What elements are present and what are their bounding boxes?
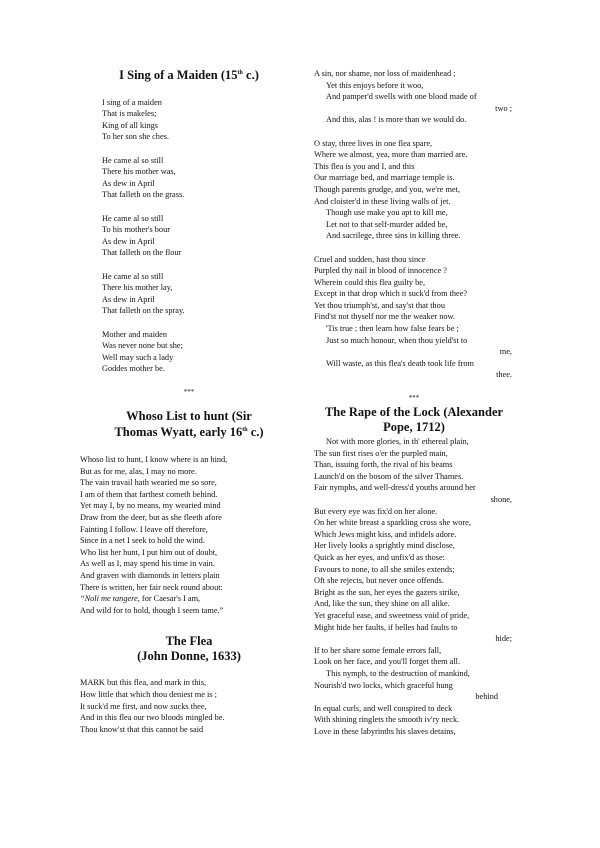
poem-line: To his mother's bour	[102, 225, 170, 235]
poem-line: thee.	[496, 370, 512, 380]
poem-line: Yet graceful ease, and sweetness void of pride,	[314, 610, 470, 620]
poem-line: There his mother lay,	[102, 283, 173, 293]
poem-line: Will waste, as this flea's death took life from	[326, 358, 474, 368]
poem-line: It suck'd me first, and now sucks thee,	[80, 701, 207, 711]
poem-line: Yet thou triumph'st, and say'st that thou	[314, 300, 445, 310]
poem-line: Was never none but she;	[102, 341, 183, 351]
poem-line: There his mother was,	[102, 167, 176, 177]
section-separator: ***	[408, 394, 420, 403]
poem-body-maiden	[80, 97, 298, 375]
poem-line: Our marriage bed, and marriage temple is.	[314, 173, 455, 183]
poem-body-flea-start	[80, 677, 298, 735]
poem-line: Nourish'd two locks, which graceful hung	[314, 680, 453, 690]
poem-line: Favours to none, to all she smiles extends;	[314, 564, 455, 574]
poem-title-flea: The Flea (John Donne, 1633)	[137, 634, 241, 663]
poem-line: MARK but this flea, and mark in this,	[80, 678, 207, 688]
poem-line: And cloister'd in these living walls of jet.	[314, 196, 451, 206]
poem-line: And this, alas ! is more than we would do.	[326, 115, 467, 125]
poem-line: And, like the sun, they shine on all alike.	[314, 599, 450, 609]
poem-line: hide;	[495, 634, 512, 644]
poem-line: As well as I, may spend his time in vain.	[80, 559, 215, 569]
poem-line: This nymph, to the destruction of mankind,	[326, 668, 470, 678]
poem-line: Not with more glories, in th' ethereal plain,	[326, 437, 469, 447]
poem-line: me,	[499, 347, 512, 357]
poem-line: Though parents grudge, and you, we're met,	[314, 184, 460, 194]
poem-line: Find'st not thyself nor me the weaker now.	[314, 312, 456, 322]
poem-line: Fainting I follow. I leave off therefore,	[80, 524, 208, 534]
poem-line: Though use make you apt to kill me,	[326, 208, 448, 218]
poem-line: Love in these labyrinths his slaves detains,	[314, 726, 456, 736]
poem-line: Wherein could this flea guilty be,	[314, 277, 426, 287]
poem-line: A sin, nor shame, nor loss of maidenhead ;	[314, 69, 456, 78]
poem-line: If to her share some female errors fall,	[314, 645, 442, 655]
poem-title-rape-of-the-lock: The Rape of the Lock (Alexander Pope, 1712)	[324, 405, 504, 434]
poem-line: That falleth on the spray.	[102, 306, 185, 316]
poem-line: In equal curls, and well conspired to deck	[314, 703, 453, 713]
poem-line: Which Jews might kiss, and infidels adore.	[314, 529, 457, 539]
poem-line: Where we almost, yea, more than married are.	[314, 150, 468, 160]
poem-line: To her son she ches.	[102, 132, 169, 142]
poem-line: Launch'd on the bosom of the silver Thames.	[314, 471, 464, 481]
poem-line: Except in that drop which it suck'd from thee?	[314, 289, 468, 299]
right-column	[314, 68, 514, 737]
poem-line: That is makeles;	[102, 109, 157, 119]
poem-line: O stay, three lives in one flea spare,	[314, 138, 433, 148]
poem-line: And pamper'd swells with one blood made of	[326, 92, 477, 102]
poem-line: Yet this enjoys before it woo,	[326, 80, 424, 90]
poem-line: Draw from the deer, but as she fleeth afore	[80, 513, 222, 523]
poem-line: He came al so still	[102, 213, 164, 223]
poem-line: As dew in April	[102, 178, 155, 188]
poem-line: Since in a net I seek to hold the wind.	[80, 536, 205, 546]
poem-line: 'Tis true ; then learn how false fears be ;	[326, 324, 459, 334]
poem-line: Yet may I, by no means, my wearied mind	[80, 501, 221, 511]
poem-body-whoso	[80, 454, 298, 616]
poem-line: I sing of a maiden	[102, 97, 162, 107]
poem-line: Quick as her eyes, and unfix'd as those:	[314, 552, 445, 562]
poem-line: This flea is you and I, and this	[314, 161, 415, 171]
poem-line: Who list her hunt, I put him out of doubt,	[80, 547, 218, 557]
poem-line: Might hide her faults, if belles had faults to	[314, 622, 458, 632]
poem-line: That falleth on the grass.	[102, 190, 185, 200]
poem-line: Well may such a lady	[102, 352, 174, 362]
poem-line: shone,	[490, 495, 512, 504]
poem-line: Than, issuing forth, the rival of his beams	[314, 460, 453, 470]
poem-line: Bright as the sun, her eyes the gazers strike,	[314, 587, 460, 597]
poem-line: I am of them that farthest cometh behind.	[80, 489, 218, 499]
section-separator: ***	[183, 387, 195, 396]
poem-line: “Noli me tangere, for Caesar's I am,	[80, 594, 201, 604]
poem-line: And sacrilege, three sins in killing three.	[326, 231, 461, 241]
poem-line: Whoso list to hunt, I know where is an hind,	[80, 455, 228, 465]
poem-line: That falleth on the flour	[102, 248, 182, 258]
poem-line: Let not to that self-murder added be,	[326, 219, 448, 229]
poem-line: As dew in April	[102, 294, 155, 304]
poem-line: behind	[475, 692, 498, 702]
poem-line: But every eye was fix'd on her alone.	[314, 506, 438, 516]
poem-line: King of all kings	[102, 120, 158, 130]
poem-body-rape-of-the-lock	[314, 436, 514, 737]
poem-line: Goddes mother be.	[102, 364, 165, 374]
poem-line: Her lively looks a sprightly mind disclose,	[314, 541, 455, 551]
poem-line: But as for me, alas, I may no more.	[80, 466, 197, 476]
poem-line: And wild for to hold, though I seem tame.”	[80, 605, 224, 615]
poem-body-flea-continued	[314, 68, 514, 381]
poem-title-whoso: Whoso List to hunt (Sir Thomas Wyatt, early 16th c.)	[114, 408, 264, 440]
poem-line: The vain travail hath wearied me so sore,	[80, 478, 217, 488]
poem-line: Thou know'st that this cannot be said	[80, 724, 204, 734]
poem-line: Look on her face, and you'll forget them all.	[314, 657, 461, 667]
poem-line: On her white breast a sparkling cross she wore,	[314, 518, 471, 528]
poem-title-maiden: I Sing of a Maiden (15th c.)	[119, 68, 259, 83]
poem-line: He came al so still	[102, 155, 164, 165]
poem-line: Purpled thy nail in blood of innocence ?	[314, 266, 447, 276]
poem-line: There is written, her fair neck round about:	[80, 582, 223, 592]
left-column	[80, 66, 298, 735]
poem-line: Just so much honour, when thou yield'st to	[326, 335, 468, 345]
poem-line: With shining ringlets the smooth iv'ry neck.	[314, 715, 460, 725]
poem-line: Mother and maiden	[102, 329, 167, 339]
poem-line: Oft she rejects, but never once offends.	[314, 576, 444, 586]
poem-line: He came al so still	[102, 271, 164, 281]
poem-line: How little that which thou deniest me is ;	[80, 689, 217, 699]
poem-line: And in this flea our two bloods mingled be.	[80, 713, 225, 723]
poem-line: And graven with diamonds in letters plain	[80, 571, 220, 580]
poem-line: The sun first rises o'er the purpled main,	[314, 448, 448, 458]
poem-line: two ;	[495, 103, 512, 113]
poem-line: As dew in April	[102, 236, 155, 246]
poem-line: Fair nymphs, and well-dress'd youths around her	[314, 483, 476, 493]
poem-line: Cruel and sudden, hast thou since	[314, 254, 426, 264]
